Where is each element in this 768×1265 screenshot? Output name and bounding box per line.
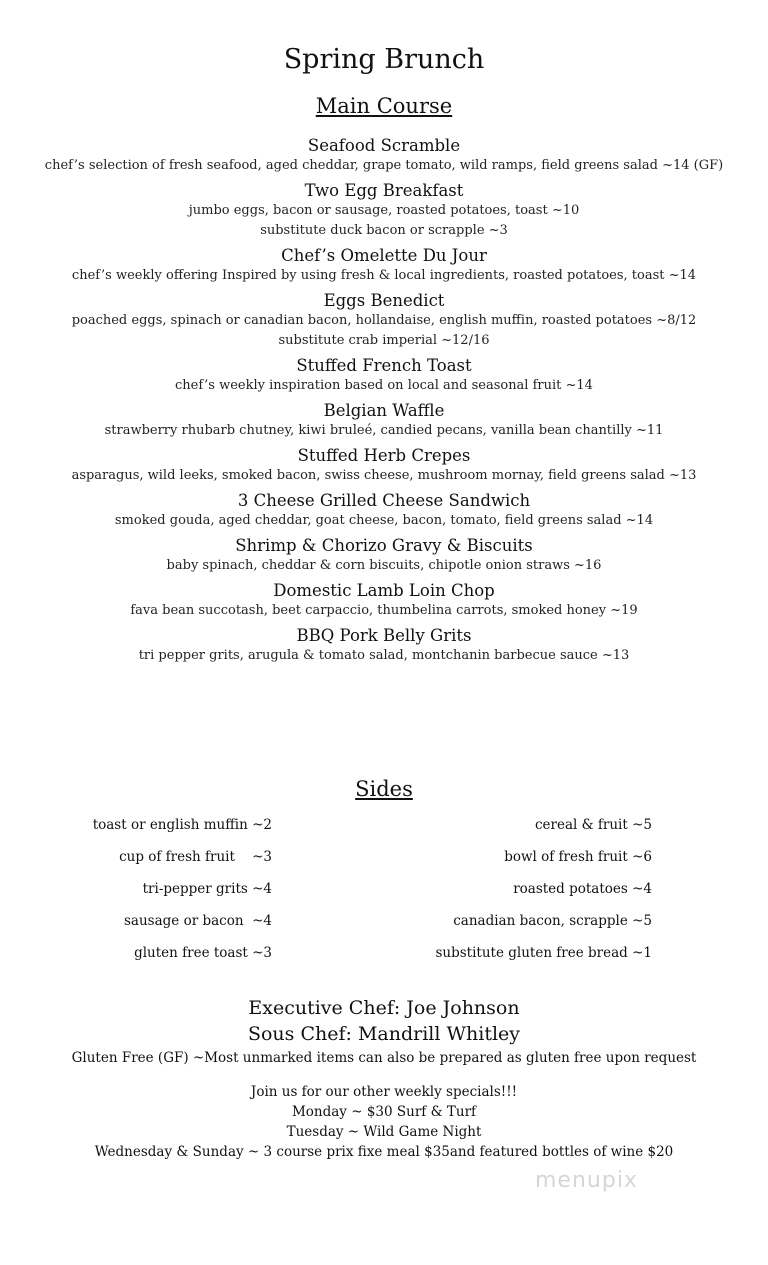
side-item-left: gluten free toast ~3 — [134, 945, 272, 961]
staff-credits — [0, 995, 768, 1069]
menu-item-name: Two Egg Breakfast — [304, 181, 464, 200]
menu-item — [0, 181, 768, 241]
menu-item-description: substitute duck bacon or scrapple ~3 — [260, 223, 508, 238]
menu-item-description: chef’s weekly inspiration based on local and seasonal fruit ~14 — [175, 378, 593, 393]
main-course-heading: Main Course — [315, 94, 453, 118]
special-wednesday-sunday: Wednesday & Sunday ~ 3 course prix fixe meal $35and featured bottles of wine $20 — [94, 1144, 674, 1160]
menu-item-name: Eggs Benedict — [323, 291, 445, 310]
menu-item-description: chef’s weekly offering Inspired by using fresh & local ingredients, roasted potatoes, toast ~14 — [71, 268, 697, 283]
menu-item — [0, 401, 768, 441]
sides-heading: Sides — [355, 777, 413, 801]
special-tuesday: Tuesday ~ Wild Game Night — [286, 1124, 482, 1140]
side-item-left: tri-pepper grits ~4 — [142, 881, 272, 897]
special-monday: Monday ~ $30 Surf & Turf — [291, 1104, 477, 1120]
specials-intro: Join us for our other weekly specials!!! — [250, 1084, 518, 1100]
menu-item-name: Domestic Lamb Loin Chop — [273, 581, 495, 600]
side-item-right: roasted potatoes ~4 — [513, 881, 652, 897]
menu-item — [0, 626, 768, 666]
menu-item-name: Belgian Waffle — [323, 401, 445, 420]
menu-title: Spring Brunch — [283, 44, 485, 75]
menu-item-description: baby spinach, cheddar & corn biscuits, chipotle onion straws ~16 — [166, 558, 602, 573]
menu-item-name: Shrimp & Chorizo Gravy & Biscuits — [235, 536, 533, 555]
menu-item-description: asparagus, wild leeks, smoked bacon, swiss cheese, mushroom mornay, field greens salad ~13 — [71, 468, 697, 483]
side-item-left: cup of fresh fruit ~3 — [119, 849, 272, 865]
menu-item-description: strawberry rhubarb chutney, kiwi bruleé, candied pecans, vanilla bean chantilly ~11 — [104, 423, 664, 438]
side-item-right: canadian bacon, scrapple ~5 — [453, 913, 652, 929]
menu-item-name: BBQ Pork Belly Grits — [296, 626, 472, 645]
menu-item — [0, 581, 768, 621]
menu-item-description: tri pepper grits, arugula & tomato salad, montchanin barbecue sauce ~13 — [138, 648, 630, 663]
side-item-right: cereal & fruit ~5 — [534, 817, 652, 833]
menu-item-name: Chef’s Omelette Du Jour — [281, 246, 487, 265]
menu-item — [0, 446, 768, 486]
menu-item-name: 3 Cheese Grilled Cheese Sandwich — [237, 491, 531, 510]
sous-chef: Sous Chef: Mandrill Whitley — [247, 1023, 521, 1045]
menu-item — [0, 246, 768, 286]
menu-item-description: smoked gouda, aged cheddar, goat cheese, bacon, tomato, field greens salad ~14 — [114, 513, 654, 528]
weekly-specials — [0, 1082, 768, 1162]
menu-item-name: Seafood Scramble — [307, 136, 461, 155]
menu-item-name: Stuffed Herb Crepes — [297, 446, 471, 465]
watermark-logo: menupix — [535, 1168, 638, 1193]
menu-item-description: substitute crab imperial ~12/16 — [278, 333, 490, 348]
menu-item — [0, 136, 768, 176]
menu-item — [0, 536, 768, 576]
menu-item — [0, 491, 768, 531]
executive-chef: Executive Chef: Joe Johnson — [248, 997, 520, 1019]
side-item-right: bowl of fresh fruit ~6 — [504, 849, 652, 865]
menu-item — [0, 291, 768, 351]
side-row — [0, 913, 768, 933]
menu-item-description: chef’s selection of fresh seafood, aged cheddar, grape tomato, wild ramps, field greens salad ~14 (GF) — [44, 158, 724, 173]
side-row — [0, 817, 768, 837]
menu-item-description: poached eggs, spinach or canadian bacon, hollandaise, english muffin, roasted potatoes ~8/12 — [71, 313, 697, 328]
side-item-right: substitute gluten free bread ~1 — [435, 945, 652, 961]
menu-item-description: fava bean succotash, beet carpaccio, thumbelina carrots, smoked honey ~19 — [130, 603, 638, 618]
main-course-list — [0, 136, 768, 666]
side-row — [0, 881, 768, 901]
side-item-left: toast or english muffin ~2 — [92, 817, 272, 833]
menu-item-name: Stuffed French Toast — [296, 356, 472, 375]
side-row — [0, 849, 768, 869]
menu-item — [0, 356, 768, 396]
gluten-free-note: Gluten Free (GF) ~Most unmarked items can also be prepared as gluten free upon request — [71, 1050, 697, 1066]
side-item-left: sausage or bacon ~4 — [124, 913, 272, 929]
menu-item-description: jumbo eggs, bacon or sausage, roasted potatoes, toast ~10 — [188, 203, 580, 218]
side-row — [0, 945, 768, 965]
